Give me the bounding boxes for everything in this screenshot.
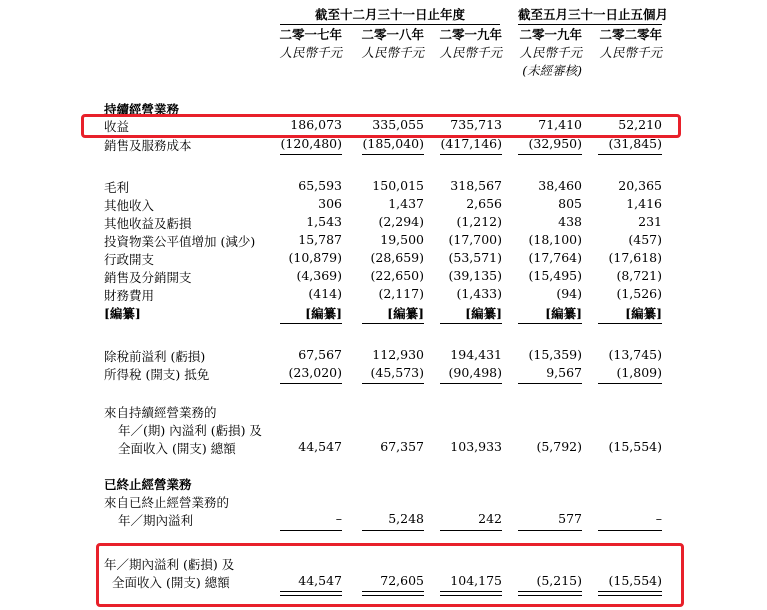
cell: 104,175 xyxy=(450,573,502,588)
cell: (15,495) xyxy=(528,268,582,283)
cell: (1,433) xyxy=(456,286,502,301)
row-label-investment-property: 投資物業公平值增加 (減少) xyxy=(104,234,256,249)
row-label-redacted: [編纂] xyxy=(104,306,141,321)
cell: 65,593 xyxy=(298,178,342,193)
cell: 318,567 xyxy=(450,178,502,193)
subtotal-line xyxy=(280,383,342,384)
cell: 67,357 xyxy=(380,439,424,454)
cell: (120,480) xyxy=(280,136,342,151)
cell: (18,100) xyxy=(528,232,582,247)
year-header: 二零一七年 xyxy=(279,27,342,42)
subtotal-line xyxy=(280,154,342,155)
subtotal-line xyxy=(440,323,502,324)
header-group1: 截至十二月三十一日止年度 xyxy=(315,7,466,22)
row-label-discontinued-l2: 年／期內溢利 xyxy=(118,513,194,528)
cell: [編纂] xyxy=(387,306,424,321)
cell: (17,764) xyxy=(528,250,582,265)
subtotal-line xyxy=(362,383,424,384)
cell: 20,365 xyxy=(618,178,662,193)
row-label-selling: 銷售及分銷開支 xyxy=(104,270,192,285)
cell: (457) xyxy=(628,232,662,247)
total-double-line xyxy=(440,591,502,596)
cell: 15,787 xyxy=(298,232,342,247)
cell: (22,650) xyxy=(370,268,424,283)
row-label-continuing-l2: 年／(期) 內溢利 (虧損) 及 xyxy=(118,423,262,438)
cell: (414) xyxy=(308,286,342,301)
cell: (13,745) xyxy=(608,347,662,362)
total-double-line xyxy=(362,591,424,596)
cell: (1,212) xyxy=(456,214,502,229)
row-label-tax: 所得稅 (開支) 抵免 xyxy=(104,367,210,382)
subtotal-line xyxy=(598,383,662,384)
cell: 103,933 xyxy=(450,439,502,454)
cell: (8,721) xyxy=(616,268,662,283)
cell: 72,605 xyxy=(380,573,424,588)
total-double-line xyxy=(280,591,342,596)
subtotal-line xyxy=(440,530,502,531)
cell: 44,547 xyxy=(298,573,342,588)
cell: 805 xyxy=(558,196,582,211)
cell: 150,015 xyxy=(372,178,424,193)
row-label-revenue: 收益 xyxy=(104,119,130,134)
cell: (1,809) xyxy=(616,365,662,380)
subtotal-line xyxy=(362,154,424,155)
cell: (10,879) xyxy=(288,250,342,265)
row-label-other-gains: 其他收益及虧損 xyxy=(104,216,192,231)
unit-header: 人民幣千元 xyxy=(519,45,582,60)
unit-header: 人民幣千元 xyxy=(279,45,342,60)
cell: 52,210 xyxy=(618,117,662,132)
cell: (2,117) xyxy=(378,286,424,301)
cell: (23,020) xyxy=(288,365,342,380)
unaudited-note: (未經審核) xyxy=(522,63,582,78)
cell: – xyxy=(655,511,662,526)
cell: [編纂] xyxy=(465,306,502,321)
cell: 335,055 xyxy=(372,117,424,132)
cell: (17,700) xyxy=(448,232,502,247)
subtotal-line xyxy=(280,530,342,531)
cell: 186,073 xyxy=(290,117,342,132)
cell: (15,554) xyxy=(608,573,662,588)
section-title-continuing: 持續經營業務 xyxy=(104,102,180,117)
cell: 242 xyxy=(478,511,502,526)
cell: (185,040) xyxy=(362,136,424,151)
row-label-other-income: 其他收入 xyxy=(104,198,155,213)
subtotal-line xyxy=(362,530,424,531)
row-label-finance: 財務費用 xyxy=(104,288,155,303)
cell: 1,543 xyxy=(306,214,342,229)
year-header: 二零一九年 xyxy=(519,27,582,42)
subtotal-line xyxy=(598,323,662,324)
row-label-continuing-l1: 來自持續經營業務的 xyxy=(104,405,217,420)
cell: [編纂] xyxy=(305,306,342,321)
year-header: 二零一九年 xyxy=(439,27,502,42)
cell: 438 xyxy=(558,214,582,229)
unit-header: 人民幣千元 xyxy=(439,45,502,60)
cell: 231 xyxy=(638,214,662,229)
cell: 44,547 xyxy=(298,439,342,454)
total-double-line xyxy=(518,591,582,596)
cell: [編纂] xyxy=(545,306,582,321)
cell: 38,460 xyxy=(538,178,582,193)
cell: (1,526) xyxy=(616,286,662,301)
subtotal-line xyxy=(518,154,582,155)
cell: (45,573) xyxy=(370,365,424,380)
cell: (5,792) xyxy=(536,439,582,454)
subtotal-line xyxy=(598,530,662,531)
row-label-discontinued-l1: 來自已終止經營業務的 xyxy=(104,495,230,510)
cell: (417,146) xyxy=(440,136,502,151)
cell: (4,369) xyxy=(296,268,342,283)
unit-header: 人民幣千元 xyxy=(361,45,424,60)
cell: (94) xyxy=(556,286,582,301)
cell: (39,135) xyxy=(448,268,502,283)
row-label-total-l1: 年／期內溢利 (虧損) 及 xyxy=(104,557,235,572)
row-label-continuing-l3: 全面收入 (開支) 總額 xyxy=(118,441,236,456)
section-title-discontinued: 已終止經營業務 xyxy=(104,477,192,492)
subtotal-line xyxy=(518,323,582,324)
header-group2: 截至五月三十一日止五個月 xyxy=(518,7,669,22)
subtotal-line xyxy=(518,530,582,531)
cell: (15,359) xyxy=(528,347,582,362)
row-label-profit-before-tax: 除稅前溢利 (虧損) xyxy=(104,349,206,364)
year-header: 二零一八年 xyxy=(361,27,424,42)
cell: (15,554) xyxy=(608,439,662,454)
cell: 735,713 xyxy=(450,117,502,132)
cell: (90,498) xyxy=(448,365,502,380)
subtotal-line xyxy=(280,323,342,324)
row-label-gross-profit: 毛利 xyxy=(104,180,130,195)
subtotal-line xyxy=(362,323,424,324)
cell: (53,571) xyxy=(448,250,502,265)
subtotal-line xyxy=(598,154,662,155)
subtotal-line xyxy=(440,383,502,384)
cell: (31,845) xyxy=(608,136,662,151)
cell: (32,950) xyxy=(528,136,582,151)
cell: (5,215) xyxy=(536,573,582,588)
cell: 577 xyxy=(558,511,582,526)
unit-header: 人民幣千元 xyxy=(599,45,662,60)
cell: 1,437 xyxy=(388,196,424,211)
cell: (17,618) xyxy=(608,250,662,265)
cell: 19,500 xyxy=(380,232,424,247)
total-double-line xyxy=(598,591,662,596)
cell: [編纂] xyxy=(625,306,662,321)
subtotal-line xyxy=(518,383,582,384)
year-header: 二零二零年 xyxy=(599,27,662,42)
cell: 67,567 xyxy=(298,347,342,362)
row-label-admin: 行政開支 xyxy=(104,252,155,267)
cell: 1,416 xyxy=(626,196,662,211)
row-label-cost: 銷售及服務成本 xyxy=(104,138,192,153)
cell: 9,567 xyxy=(546,365,582,380)
cell: 71,410 xyxy=(538,117,582,132)
row-label-total-l2: 全面收入 (開支) 總額 xyxy=(112,575,230,590)
cell: 306 xyxy=(318,196,342,211)
cell: 5,248 xyxy=(388,511,424,526)
cell: 112,930 xyxy=(372,347,424,362)
cell: 194,431 xyxy=(450,347,502,362)
subtotal-line xyxy=(440,154,502,155)
cell: 2,656 xyxy=(466,196,502,211)
cell: (28,659) xyxy=(370,250,424,265)
cell: – xyxy=(335,511,342,526)
cell: (2,294) xyxy=(378,214,424,229)
